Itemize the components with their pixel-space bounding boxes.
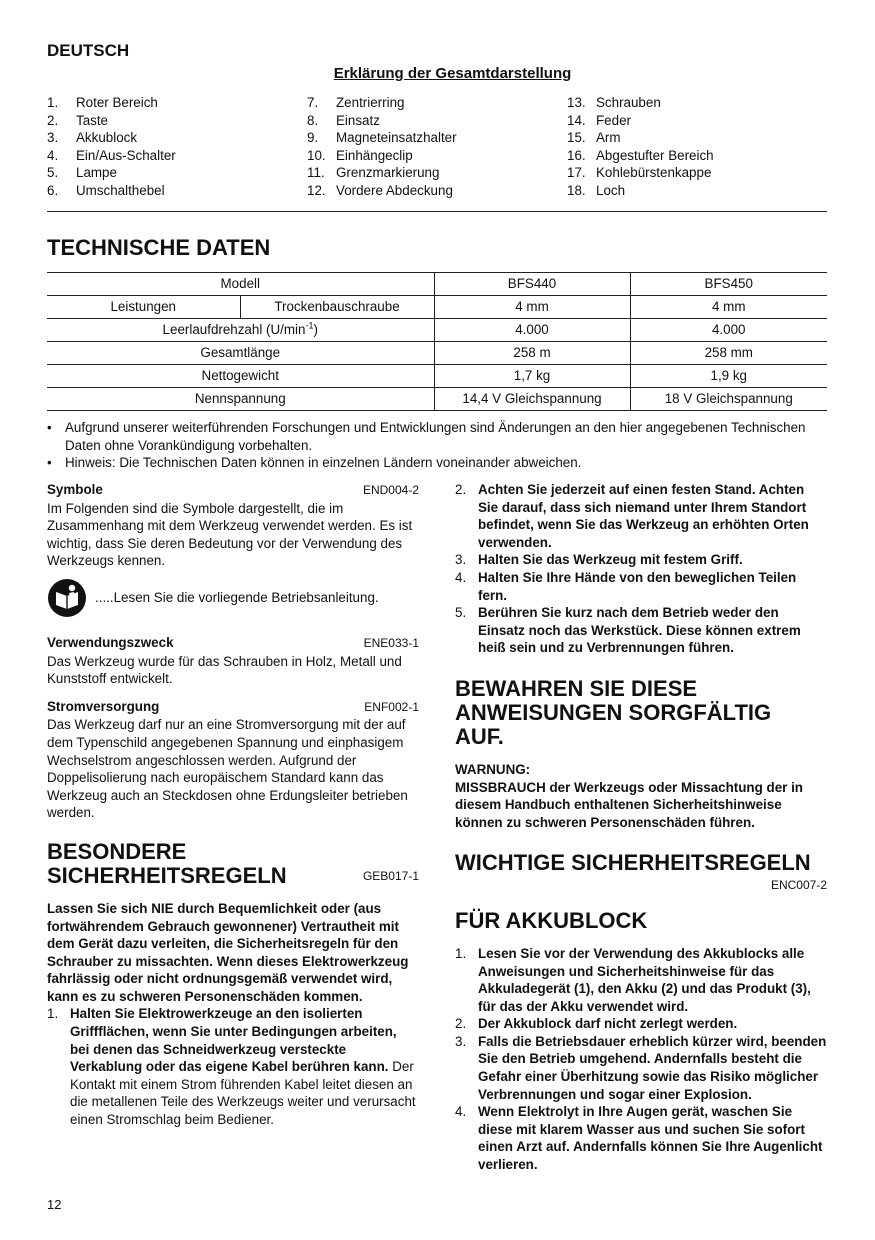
table-row: Leerlaufdrehzahl $(U/\min^{-1})$ 4.000 4.000 xyxy=(47,319,827,342)
warning-label: WARNUNG: xyxy=(455,761,531,777)
list-item: 1. Lesen Sie vor der Verwendung des Akkublocks alle Anweisungen und Sicherheitshinweise für das Akkuladegerät (1), den Akku (2) und das Produkt (3), für das der Akku verwendet wird. xyxy=(455,945,811,1014)
warning-text: MISSBRAUCH der Werkzeugs oder Missachtung der in diesem Handbuch enthaltenen Sicherheitshinweise können zu schweren Personenschäden führen. xyxy=(455,779,803,830)
table-row: Gesamtlänge 258 m 258 mm xyxy=(47,342,827,365)
legend-item: 18. Loch xyxy=(567,182,626,198)
legend-item: 16. Abgestufter Bereich xyxy=(567,147,714,163)
divider xyxy=(47,211,827,212)
special-rules-intro: Lassen Sie sich NIE durch Bequemlichkeit oder (aus fortwährendem Gebrauch gewonnener) Vertrautheit mit dem Gerät dazu verleiten, die Sicherheitsregeln für den Schrauber zu missachten. Wenn dieses Elektrowerkzeug fahrlässig oder nicht ordnungsgemäß verwendet wird, kann es zu schweren Personenschäden kommen. xyxy=(47,900,409,1004)
tech-notes xyxy=(47,419,827,472)
purpose-text: Das Werkzeug wurde für das Schrauben in Holz, Metall und Kunststoff entwickelt. xyxy=(47,653,402,687)
symbols-heading: Symbole END004-2 xyxy=(47,482,419,497)
spec-table xyxy=(47,272,827,411)
list-item: 5. Berühren Sie kurz nach dem Betrieb weder den Einsatz noch das Werkstück. Diese können extrem heiß sein und zu Verbrennungen führen. xyxy=(455,605,801,656)
legend-item: 17. Kohlebürstenkappe xyxy=(567,165,712,181)
manual-symbol-text: .....Lesen Sie die vorliegende Betriebsanleitung. xyxy=(95,590,379,606)
special-rules-list-cont xyxy=(455,481,827,657)
legend-item: 2. Taste xyxy=(47,112,109,128)
important-rules-code: ENC007-2 xyxy=(770,878,827,893)
legend-item: 8. Einsatz xyxy=(307,112,380,128)
legend-item: 15. Arm xyxy=(567,130,621,146)
legend-item: 14. Feder xyxy=(567,112,631,128)
legend-item: 1. Roter Bereich xyxy=(47,95,158,110)
list-item: 4. Halten Sie Ihre Hände von den beweglichen Teilen fern. xyxy=(455,569,797,603)
table-row: Modell BFS440 BFS450 xyxy=(47,273,827,296)
legend-item: 12. Vordere Abdeckung xyxy=(307,182,453,198)
legend-item: 7. Zentrierring xyxy=(307,95,405,110)
legend-item: 11. Grenzmarkierung xyxy=(307,165,440,181)
legend-item: 9. Magneteinsatzhalter xyxy=(307,130,457,146)
special-rules-list xyxy=(47,1005,419,1128)
legend-item: 4. Ein/Aus-Schalter xyxy=(47,147,176,163)
right-column xyxy=(455,481,827,1174)
symbols-text: Im Folgenden sind die Symbole dargestellt, die im Zusammenhang mit dem Werkzeug verwendet werden. Es ist wichtig, dass Sie deren Bedeutung vor der Verwendung des Werkzeugs kennen. xyxy=(47,500,413,569)
battery-heading: FÜR AKKUBLOCK xyxy=(455,907,648,933)
power-text: Das Werkzeug darf nur an eine Stromversorgung mit der auf dem Typenschild angegebenen Spannung und einphasigem Wechselstrom angeschlossen werden. Aufgrund der Doppelisolierung nach europäischem Standard kann das Werkzeug auch an Steckdosen ohne Erdungsleiter betrieben werden. xyxy=(47,717,408,821)
important-rules-heading: WICHTIGE SICHERHEITSREGELN xyxy=(455,850,811,876)
legend-item: 6. Umschalthebel xyxy=(47,182,165,198)
legend-column-3 xyxy=(567,94,714,200)
purpose-heading: Verwendungszweck ENE033-1 xyxy=(47,634,419,650)
special-rules-heading: BESONDERE SICHERHEITSREGELN GEB017-1 xyxy=(47,838,419,888)
note-item: • Aufgrund unserer weiterführenden Forschungen und Entwicklungen sind Änderungen an den hier angegebenen Technischen Daten ohne Vorankündigung vorbehalten. xyxy=(47,419,827,454)
legend-item: 13. Schrauben xyxy=(567,95,661,110)
power-heading: Stromversorgung ENF002-1 xyxy=(47,698,419,714)
page-number: 12 xyxy=(47,1197,62,1212)
battery-rules-list xyxy=(455,945,827,1174)
note-item: • Hinweis: Die Technischen Daten können in einzelnen Ländern voneinander abweichen. xyxy=(47,454,827,472)
tech-data-heading: TECHNISCHE DATEN xyxy=(47,235,271,260)
list-item: 4. Wenn Elektrolyt in Ihre Augen gerät, waschen Sie diese mit klarem Wasser aus und suchen Sie sofort einen Arzt auf. Andernfalls können Sie Ihre Augenlicht verlieren. xyxy=(455,1104,823,1173)
list-item: 3. Halten Sie das Werkzeug mit festem Griff. xyxy=(455,552,743,568)
table-row: Nettogewicht 1,7 kg 1,9 kg xyxy=(47,365,827,388)
table-row: Nennspannung 14,4 V Gleichspannung 18 V Gleichspannung xyxy=(47,388,827,411)
table-row: Leistungen Trockenbauschraube 4 mm 4 mm xyxy=(47,296,827,319)
legend-column-2 xyxy=(307,94,457,200)
legend-column-1 xyxy=(47,94,176,200)
list-item: 2. Achten Sie jederzeit auf einen festen Stand. Achten Sie darauf, dass sich niemand unter Ihrem Standort befindet, wenn Sie das Werkzeug an erhöhten Orten verwenden. xyxy=(455,482,809,550)
list-item: 2. Der Akkublock darf nicht zerlegt werden. xyxy=(455,1016,738,1032)
legend-item: 5. Lampe xyxy=(47,165,117,181)
keep-instructions-heading: BEWAHREN SIE DIESE ANWEISUNGEN SORGFÄLTIG AUF. xyxy=(455,675,772,749)
left-column xyxy=(47,481,419,1129)
symbol-row xyxy=(47,578,419,618)
legend-item: 3. Akkublock xyxy=(47,130,138,146)
legend-title: Erklärung der Gesamtdarstellung xyxy=(333,65,572,82)
read-manual-icon xyxy=(47,578,87,618)
list-item: 1. Halten Sie Elektrowerkzeuge an den isolierten Griffflächen, wenn Sie unter Bedingungen arbeiten, bei denen das Schneidwerkzeug versteckte Verkablung oder das eigene Kabel berühren kann. Der Kontakt mit einem Strom führenden Kabel leitet diesen an die metallenen Teile des Werkzeugs weiter und verursacht einen Stromschlag beim Bediener. xyxy=(47,1006,416,1128)
list-item: 3. Falls die Betriebsdauer erheblich kürzer wird, beenden Sie den Betrieb umgehend. Andernfalls besteht die Gefahr einer Überhitzung sowie das Risiko möglicher Verbrennungen und sogar einer Explosion. xyxy=(455,1033,827,1102)
language-label: DEUTSCH xyxy=(47,41,130,60)
legend-item: 10. Einhängeclip xyxy=(307,147,413,163)
